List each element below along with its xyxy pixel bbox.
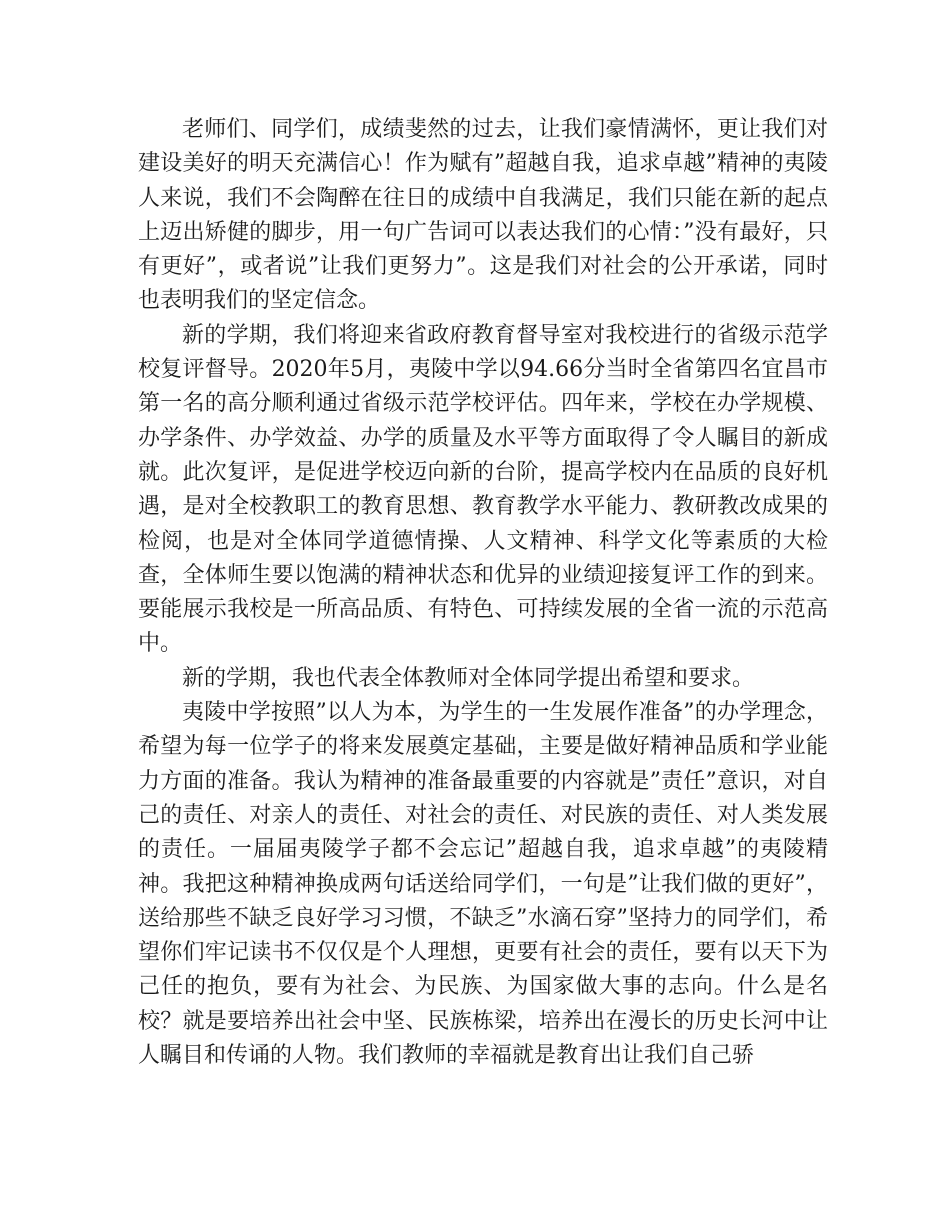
paragraph-2: 新的学期，我们将迎来省政府教育督导室对我校进行的省级示范学校复评督导。2020年5月，夷陵中学以94.66分当时全省第四名宜昌市第一名的高分顺利通过省级示范学校评估。四年来，学校在办学规模、办学条件、办学效益、办学的质量及水平等方面取得了令人瞩目的新成就。此次复评，是促进学校迈向新的台阶，提高学校内在品质的良好机遇，是对全校教职工的教育思想、教育教学水平能力、教研教改成果的检阅，也是对全体同学道德情操、人文精神、科学文化等素质的大检查，全体师生要以饱满的精神状态和优异的业绩迎接复评工作的到来。要能展示我校是一所高品质、有特色、可持续发展的全省一流的示范高中。 <box>138 322 828 657</box>
document-body <box>138 113 828 1073</box>
paragraph-3: 新的学期，我也代表全体教师对全体同学提出希望和要求。 <box>182 665 755 691</box>
paragraph-4: 夷陵中学按照”以人为本，为学生的一生发展作准备”的办学理念，希望为每一位学子的将来发展奠定基础，主要是做好精神品质和学业能力方面的准备。我认为精神的准备最重要的内容就是”责任”意识，对自己的责任、对亲人的责任、对社会的责任、对民族的责任、对人类发展的责任。一届届夷陵学子都不会忘记”超越自我，追求卓越”的夷陵精神。我把这种精神换成两句话送给同学们，一句是”让我们做的更好”，送给那些不缺乏良好学习习惯，不缺乏”水滴石穿”坚持力的同学们，希望你们牢记读书不仅仅是个人理想，更要有社会的责任，要有以天下为己任的抱负，要有为社会、为民族、为国家做大事的志向。什么是名校？就是要培养出社会中坚、民族栋梁，培养出在漫长的历史长河中让人瞩目和传诵的人物。我们教师的幸福就是教育出让我们自己骄 <box>138 700 828 1069</box>
paragraph-1: 老师们、同学们，成绩斐然的过去，让我们豪情满怀，更让我们对建设美好的明天充满信心！作为赋有”超越自我，追求卓越”精神的夷陵人来说，我们不会陶醉在往日的成绩中自我满足，我们只能在新的起点上迈出矫健的脚步，用一句广告词可以表达我们的心情：”没有最好，只有更好”，或者说”让我们更努力”。这是我们对社会的公开承诺，同时也表明我们的坚定信念。 <box>138 117 828 314</box>
